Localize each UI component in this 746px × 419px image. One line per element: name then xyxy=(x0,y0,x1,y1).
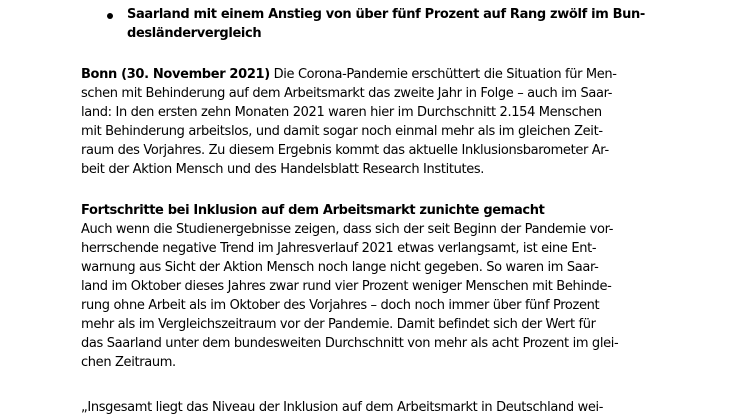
section-line-7: das Saarland unter dem bundesweiten Durchschnitt von mehr als acht Prozent im glei- xyxy=(81,336,619,351)
section-line-8: chen Zeitraum. xyxy=(81,355,176,370)
intro-first-line-text: Die Corona-Pandemie erschüttert die Situation für Men- xyxy=(269,67,617,82)
intro-line-3: land: In den ersten zehn Monaten 2021 waren hier im Durchschnitt 2.154 Menschen xyxy=(81,105,602,120)
section-line-4: land im Oktober dieses Jahres zwar rund vier Prozent weniger Menschen mit Behinde- xyxy=(81,279,612,294)
intro-line-2: schen mit Behinderung auf dem Arbeitsmarkt das zweite Jahr in Folge – auch im Saar- xyxy=(81,86,613,101)
section-line-3: warnung aus Sicht der Aktion Mensch noch lange nicht gegeben. So waren im Saar- xyxy=(81,260,599,275)
dateline: Bonn (30. November 2021) xyxy=(81,67,270,82)
bullet-text-line-1: Saarland mit einem Anstieg von über fünf Prozent auf Rang zwölf im Bun- xyxy=(127,7,645,22)
intro-line-5: raum des Vorjahres. Zu diesem Ergebnis kommt das aktuelle Inklusionsbarometer Ar- xyxy=(81,143,609,158)
intro-line-1 xyxy=(81,65,617,84)
section-line-1: Auch wenn die Studienergebnisse zeigen, dass sich der seit Beginn der Pandemie vor- xyxy=(81,222,614,237)
quote-line-1: „Insgesamt liegt das Niveau der Inklusion auf dem Arbeitsmarkt in Deutschland wei- xyxy=(81,400,604,415)
section-heading: Fortschritte bei Inklusion auf dem Arbeitsmarkt zunichte gemacht xyxy=(81,203,545,218)
bullet-text-line-2: desländervergleich xyxy=(127,26,262,41)
section-line-5: rung ohne Arbeit als im Oktober des Vorjahres – doch noch immer über fünf Prozent xyxy=(81,298,600,313)
intro-line-4: mit Behinderung arbeitslos, und damit sogar noch einmal mehr als im gleichen Zeit- xyxy=(81,124,603,139)
section-line-6: mehr als im Vergleichszeitraum vor der Pandemie. Damit befindet sich der Wert für xyxy=(81,317,596,332)
intro-line-6: beit der Aktion Mensch und des Handelsblatt Research Institutes. xyxy=(81,162,485,177)
section-line-2: herrschende negative Trend im Jahresverlauf 2021 etwas verlangsamt, ist eine Ent- xyxy=(81,241,597,256)
bullet-icon xyxy=(107,13,113,19)
